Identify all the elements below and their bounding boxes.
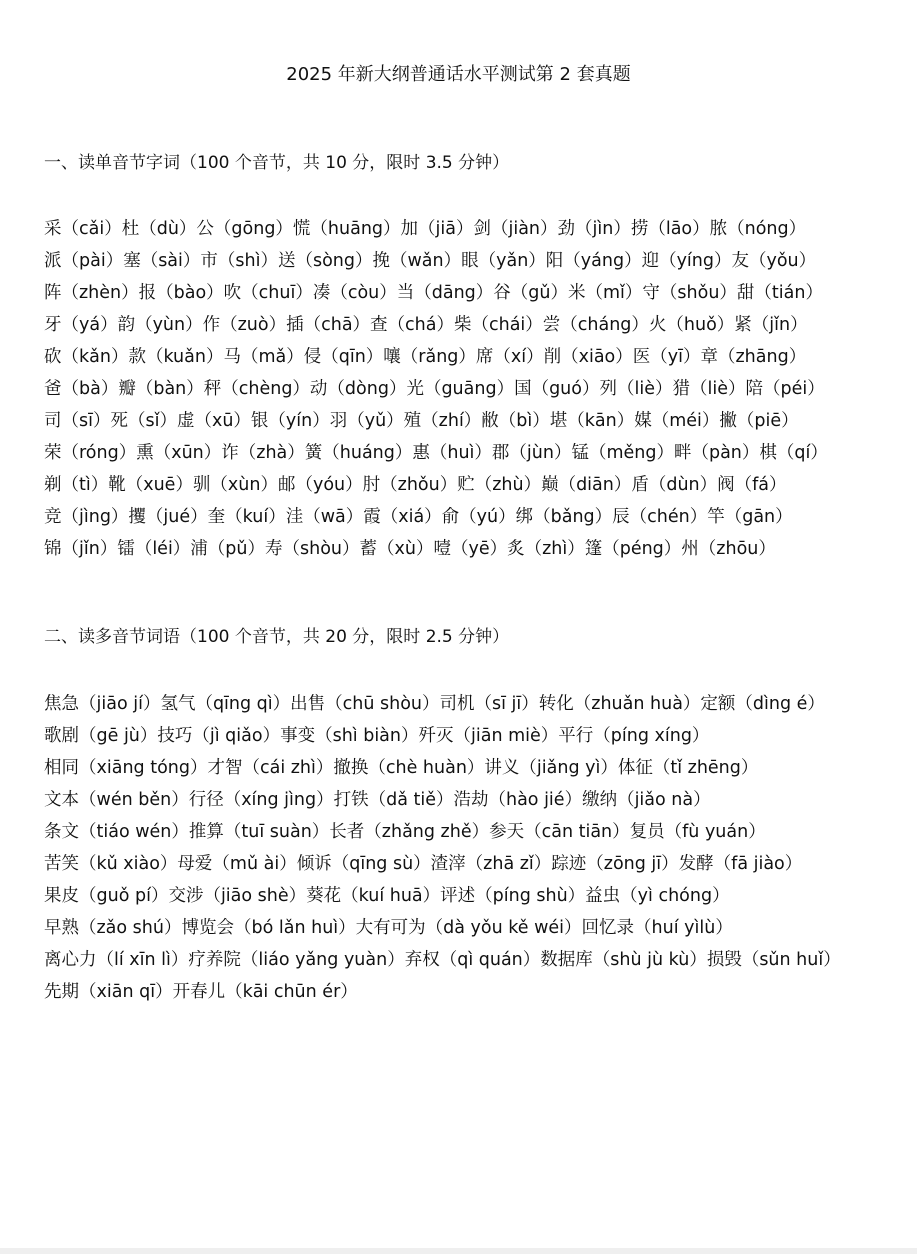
- word-line: 早熟（zǎo shú）博览会（bó lǎn huì）大有可为（dà yǒu kě wéi）回忆录（huí yìlù）: [44, 918, 733, 938]
- word-line: 焦急（jiāo jí）氢气（qīng qì）出售（chū shòu）司机（sī jī）转化（zhuǎn huà）定额（dìng é）: [44, 694, 825, 714]
- word-line: 条文（tiáo wén）推算（tuī suàn）长者（zhǎng zhě）参天（cān tiān）复员（fù yuán）: [44, 822, 766, 842]
- word-line: 牙（yá）韵（yùn）作（zuò）插（chā）查（chá）柴（chái）尝（cháng）火（huǒ）紧（jǐn）: [44, 315, 808, 335]
- word-line: 采（cǎi）杜（dù）公（gōng）慌（huāng）加（jiā）剑（jiàn）劲（jìn）捞（lāo）脓（nóng）: [44, 219, 807, 239]
- page-title: 2025 年新大纲普通话水平测试第 2 套真题: [286, 64, 631, 85]
- word-line: 歌剧（gē jù）技巧（jì qiǎo）事变（shì biàn）歼灭（jiān miè）平行（píng xíng）: [44, 726, 710, 746]
- word-line: 砍（kǎn）款（kuǎn）马（mǎ）侵（qīn）嚷（rǎng）席（xí）削（xiāo）医（yī）章（zhāng）: [44, 347, 807, 367]
- word-line: 司（sī）死（sǐ）虚（xū）银（yín）羽（yǔ）殖（zhí）敝（bì）堪（kān）媒（méi）撇（piē）: [44, 411, 799, 431]
- word-line: 剃（tì）靴（xuē）驯（xùn）邮（yóu）肘（zhǒu）贮（zhù）巅（diān）盾（dùn）阀（fá）: [44, 475, 787, 495]
- word-line: 先期（xiān qī）开春儿（kāi chūn ér）: [44, 982, 358, 1002]
- page-bottom-edge: [0, 1248, 917, 1254]
- word-line: 荣（róng）熏（xūn）诈（zhà）簧（huáng）惠（huì）郡（jùn）锰（měng）畔（pàn）棋（qí）: [44, 443, 828, 463]
- section-heading-multi-syllable: 二、读多音节词语（100 个音节，共 20 分，限时 2.5 分钟）: [44, 627, 510, 647]
- word-line: 派（pài）塞（sài）市（shì）送（sòng）挽（wǎn）眼（yǎn）阳（yáng）迎（yíng）友（yǒu）: [44, 251, 817, 271]
- word-line: 文本（wén běn）行径（xíng jìng）打铁（dǎ tiě）浩劫（hào jié）缴纳（jiǎo nà）: [44, 790, 711, 810]
- section-heading-single-syllable: 一、读单音节字词（100 个音节，共 10 分，限时 3.5 分钟）: [44, 153, 510, 173]
- word-line: 竞（jìng）攫（jué）奎（kuí）洼（wā）霞（xiá）俞（yú）绑（bǎng）辰（chén）竿（gān）: [44, 507, 793, 527]
- word-line: 苦笑（kǔ xiào）母爱（mǔ ài）倾诉（qīng sù）渣滓（zhā zǐ）踪迹（zōng jī）发酵（fā jiào）: [44, 854, 803, 874]
- word-line: 相同（xiāng tóng）才智（cái zhì）撤换（chè huàn）讲义（jiǎng yì）体征（tǐ zhēng）: [44, 758, 759, 778]
- word-line: 爸（bà）瓣（bàn）秤（chèng）动（dòng）光（guāng）国（guó）列（liè）猎（liè）陪（péi）: [44, 379, 825, 399]
- word-line: 锦（jǐn）镭（léi）浦（pǔ）寿（shòu）蓄（xù）噎（yē）炙（zhì）篷（péng）州（zhōu）: [44, 539, 776, 559]
- single-syllable-list: [44, 213, 904, 565]
- word-line: 离心力（lí xīn lì）疗养院（liáo yǎng yuàn）弃权（qì quán）数据库（shù jù kù）损毁（sǔn huǐ）: [44, 950, 841, 970]
- word-line: 阵（zhèn）报（bào）吹（chuī）凑（còu）当（dāng）谷（gǔ）米（mǐ）守（shǒu）甜（tián）: [44, 283, 823, 303]
- multi-syllable-list: [44, 688, 904, 1008]
- word-line: 果皮（guǒ pí）交涉（jiāo shè）葵花（kuí huā）评述（píng shù）益虫（yì chóng）: [44, 886, 730, 906]
